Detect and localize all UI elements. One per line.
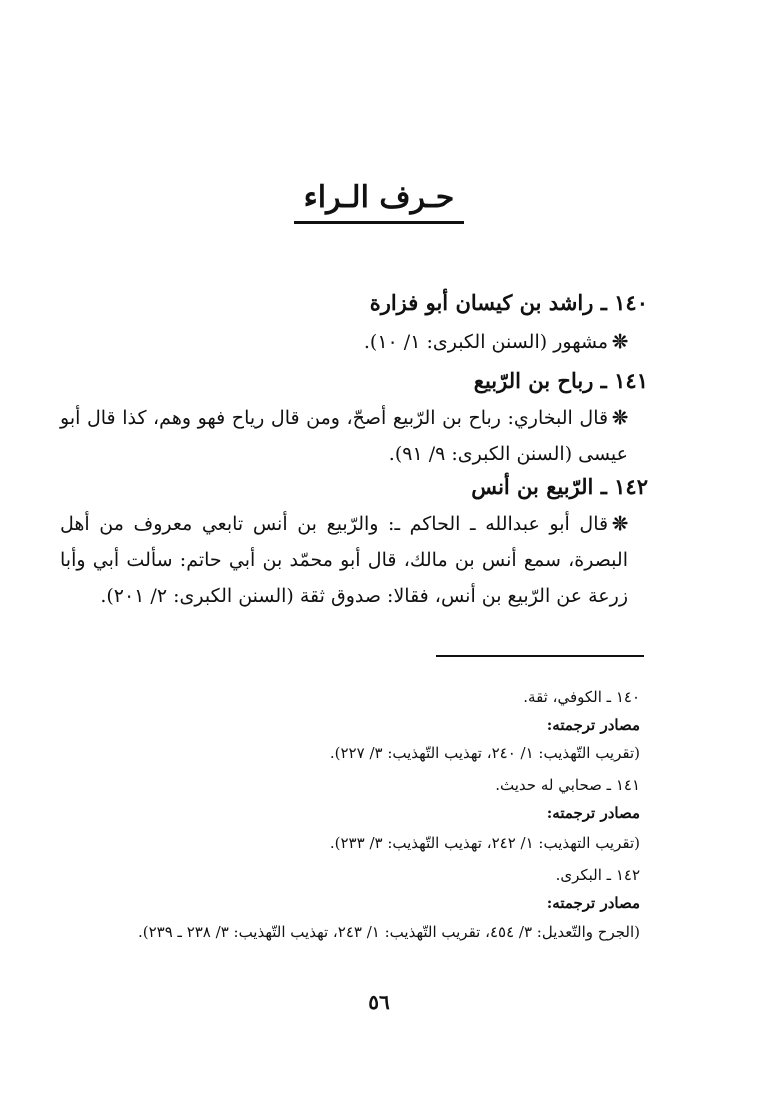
entry-140-body bbox=[60, 324, 628, 360]
footnote-separator bbox=[436, 655, 644, 657]
entry-142-body bbox=[60, 506, 628, 614]
entry-142-text: قال أبو عبدالله ـ الحاكم ـ: والرّبيع بن أنس تابعي معروف من أهل البصرة، سمع أنس بن مالك، قال أبو محمّد بن أبي حاتم: سألت أبي وأبا زرعة عن الرّبيع بن أنس، فقالا: صدوق ثقة (السنن الكبرى: ٢/ ٢٠١). bbox=[60, 513, 628, 607]
footnote-141-note: ١٤١ ـ صحابي له حديث. bbox=[495, 776, 640, 794]
star-icon: ❊ bbox=[612, 407, 628, 429]
footnote-142-note: ١٤٢ ـ البكرى. bbox=[555, 866, 640, 884]
page-number: ٥٦ bbox=[368, 990, 390, 1014]
star-icon: ❊ bbox=[612, 331, 628, 353]
chapter-title-text: حـرف الـراء bbox=[303, 180, 455, 215]
entry-141-text: قال البخاري: رباح بن الرّبيع أصحّ، ومن قال رياح فهو وهم، كذا قال أبو عيسى (السنن الكبرى: ٩/ ٩١). bbox=[60, 407, 628, 465]
footnote-142-sources: (الجرح والتّعديل: ٣/ ٤٥٤، تقريب التّهذيب: ١/ ٢٤٣، تهذيب التّهذيب: ٣/ ٢٣٨ ـ ٢٣٩). bbox=[137, 923, 640, 941]
entry-142-title: ١٤٢ ـ الرّبيع بن أنس bbox=[471, 474, 648, 499]
footnote-142-sources-label: مصادر ترجمته: bbox=[546, 894, 640, 912]
entry-141-body bbox=[60, 400, 628, 472]
chapter-title-ornament bbox=[294, 221, 464, 224]
footnote-140-note: ١٤٠ ـ الكوفي، ثقة. bbox=[523, 688, 640, 706]
entry-140-text: مشهور (السنن الكبرى: ١/ ١٠). bbox=[363, 331, 609, 353]
entry-141-title: ١٤١ ـ رباح بن الرّبيع bbox=[473, 368, 648, 393]
footnote-141-sources-label: مصادر ترجمته: bbox=[546, 804, 640, 822]
entry-140-title: ١٤٠ ـ راشد بن كيسان أبو فزارة bbox=[369, 290, 648, 315]
footnote-141-sources: (تقريب التهذيب: ١/ ٢٤٢، تهذيب التّهذيب: ٣/ ٢٣٣). bbox=[329, 834, 640, 852]
footnote-140-sources: (تقريب التّهذيب: ١/ ٢٤٠، تهذيب التّهذيب: ٣/ ٢٢٧). bbox=[329, 744, 640, 762]
footnote-140-sources-label: مصادر ترجمته: bbox=[546, 716, 640, 734]
chapter-heading bbox=[0, 180, 758, 224]
star-icon: ❊ bbox=[612, 513, 628, 535]
